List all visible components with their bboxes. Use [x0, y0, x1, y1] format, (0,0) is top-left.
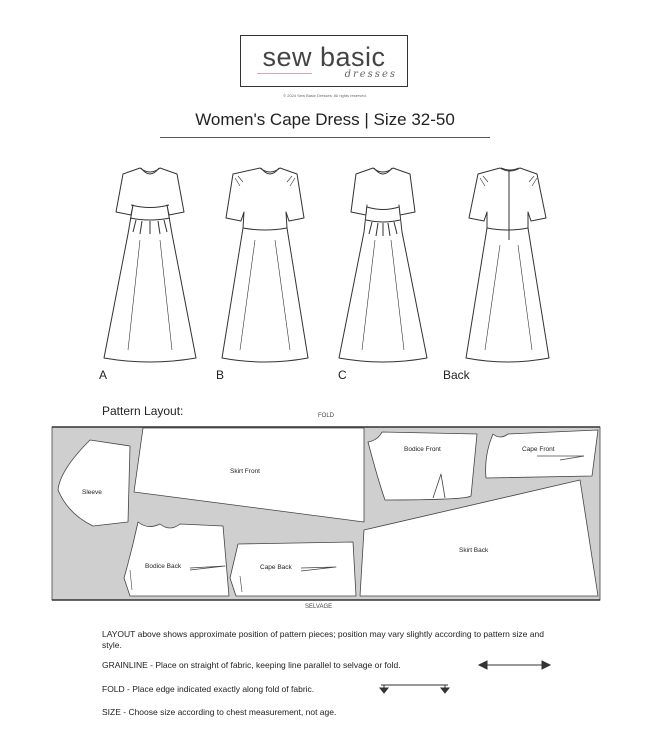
- piece-label-skirt-front: Skirt Front: [230, 468, 260, 475]
- grainline-arrow-icon: [479, 661, 550, 669]
- fold-label: FOLD: [318, 413, 335, 419]
- note-layout: LAYOUT above shows approximate position of pattern pieces; position may vary slightly according to pattern size and style.: [102, 629, 544, 650]
- logo-sub-text: dresses: [344, 69, 397, 80]
- copyright-notice: © 2024 Sew Basic Dresses. All rights reserved.: [283, 93, 367, 98]
- view-label-a: A: [99, 368, 108, 382]
- piece-label-bodice-back: Bodice Back: [145, 563, 182, 570]
- note-fold: FOLD - Place edge indicated exactly along fold of fabric.: [102, 684, 315, 694]
- piece-label-bodice-front: Bodice Front: [404, 446, 441, 453]
- piece-label-sleeve: Sleeve: [82, 489, 102, 496]
- page-title: Women's Cape Dress | Size 32-50: [195, 110, 455, 129]
- note-size: SIZE - Choose size according to chest measurement, not age.: [102, 707, 337, 717]
- view-label-back: Back: [443, 368, 470, 382]
- note-grainline: GRAINLINE - Place on straight of fabric, keeping line parallel to selvage or fold.: [102, 660, 401, 670]
- fold-arrow-icon: [380, 685, 449, 693]
- piece-label-cape-front: Cape Front: [522, 446, 555, 453]
- view-label-c: C: [338, 368, 347, 382]
- piece-label-skirt-back: Skirt Back: [459, 547, 489, 554]
- view-label-b: B: [216, 368, 225, 382]
- piece-label-cape-back: Cape Back: [260, 564, 292, 571]
- logo-main-text: sew basic: [262, 42, 386, 72]
- pattern-layout-heading: Pattern Layout:: [102, 404, 184, 418]
- selvage-label: SELVAGE: [305, 604, 333, 610]
